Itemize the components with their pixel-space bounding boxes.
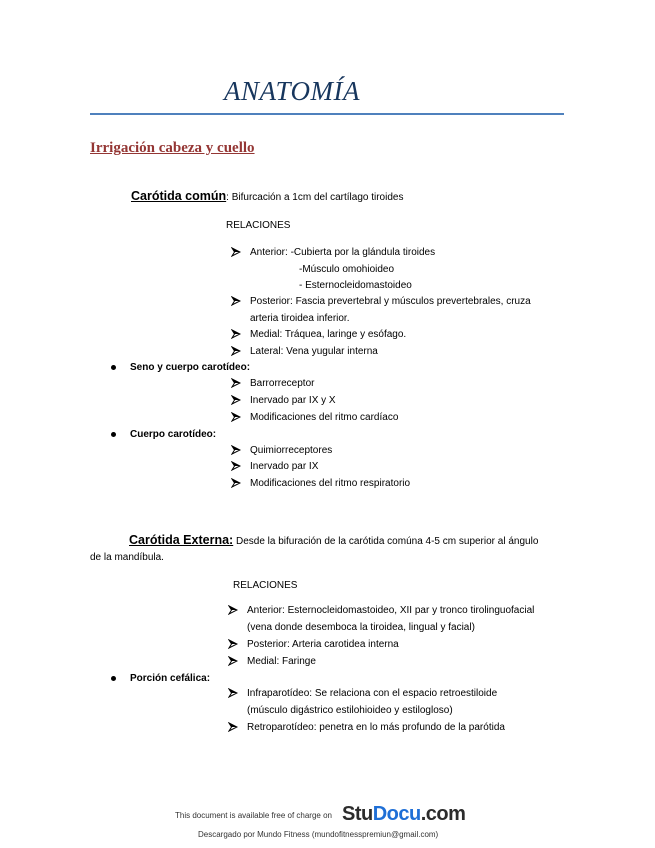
list-item-infraparotideo-cont: (músculo digástrico estilohioideo y estilogloso) xyxy=(247,705,453,716)
list-item: Quimiorreceptores xyxy=(231,445,332,456)
arrow-bullet-icon xyxy=(228,656,238,666)
list-item-retroparotideo: Retroparotídeo: penetra en lo más profundo de la parótida xyxy=(228,722,505,733)
porcion-heading: Porción cefálica: xyxy=(130,673,210,684)
arrow-bullet-icon xyxy=(228,688,238,698)
list-item-anterior: Anterior: -Cubierta por la glándula tiroides xyxy=(231,247,435,258)
list-item-posterior-cont: arteria tiroidea inferior. xyxy=(250,313,350,324)
document-title: ANATOMÍA xyxy=(224,76,360,106)
list-item-anterior: Anterior: Esternocleidomastoideo, XII par y tronco tirolinguofacial xyxy=(228,605,534,616)
arrow-bullet-icon xyxy=(231,478,241,488)
studocu-logo[interactable]: StuDocu.com xyxy=(342,803,466,825)
carotida-comun-label: Carótida común xyxy=(131,189,227,203)
arrow-bullet-icon xyxy=(231,412,241,422)
cuerpo-heading: Cuerpo carotídeo: xyxy=(130,429,216,440)
list-item-anterior-cont: - Esternocleidomastoideo xyxy=(299,280,412,291)
list-item-posterior: Posterior: Arteria carotidea interna xyxy=(228,639,399,650)
bullet-dot-icon xyxy=(111,432,116,437)
section-heading: Irrigación cabeza y cuello xyxy=(90,140,255,156)
bullet-dot-icon xyxy=(111,365,116,370)
carotida-externa-text: Desde la bifuración de la carótida comúna 4-5 cm superior al ángulo xyxy=(233,536,539,547)
title-divider xyxy=(90,113,564,115)
arrow-bullet-icon xyxy=(231,247,241,257)
footer-available-text: This document is available free of charge on xyxy=(175,811,332,820)
list-item: Inervado par IX y X xyxy=(231,395,336,406)
list-item-medial: Medial: Tráquea, laringe y esófago. xyxy=(231,329,406,340)
relaciones-heading-1: RELACIONES xyxy=(226,220,291,231)
carotida-comun-line xyxy=(131,189,403,203)
carotida-externa-line xyxy=(129,533,538,547)
arrow-bullet-icon xyxy=(231,296,241,306)
arrow-bullet-icon xyxy=(231,445,241,455)
list-item-anterior-cont: -Músculo omohioideo xyxy=(299,264,395,275)
footer-downloaded-text: Descargado por Mundo Fitness (mundofitnesspremiun@gmail.com) xyxy=(198,830,439,839)
arrow-bullet-icon xyxy=(228,605,238,615)
carotida-externa-text-cont: de la mandíbula. xyxy=(90,552,164,563)
list-item-infraparotideo: Infraparotídeo: Se relaciona con el espacio retroestiloide xyxy=(228,688,497,699)
arrow-bullet-icon xyxy=(231,378,241,388)
list-item: Modificaciones del ritmo respiratorio xyxy=(231,478,410,489)
list-item-medial: Medial: Faringe xyxy=(228,656,316,667)
arrow-bullet-icon xyxy=(231,346,241,356)
list-item-anterior-cont: (vena donde desemboca la tiroidea, lingual y facial) xyxy=(247,622,475,633)
bullet-dot-icon xyxy=(111,676,116,681)
list-item-posterior: Posterior: Fascia prevertebral y músculos prevertebrales, cruza xyxy=(231,296,531,307)
carotida-comun-text: : Bifurcación a 1cm del cartílago tiroides xyxy=(226,192,404,203)
list-item: Barrorreceptor xyxy=(231,378,314,389)
list-item: Inervado par IX xyxy=(231,461,318,472)
seno-heading: Seno y cuerpo carotídeo: xyxy=(130,362,250,373)
arrow-bullet-icon xyxy=(231,395,241,405)
arrow-bullet-icon xyxy=(228,639,238,649)
list-item-lateral: Lateral: Vena yugular interna xyxy=(231,346,378,357)
list-item: Modificaciones del ritmo cardíaco xyxy=(231,412,398,423)
arrow-bullet-icon xyxy=(228,722,238,732)
arrow-bullet-icon xyxy=(231,329,241,339)
arrow-bullet-icon xyxy=(231,461,241,471)
relaciones-heading-2: RELACIONES xyxy=(233,580,298,591)
carotida-externa-label: Carótida Externa: xyxy=(129,533,234,547)
